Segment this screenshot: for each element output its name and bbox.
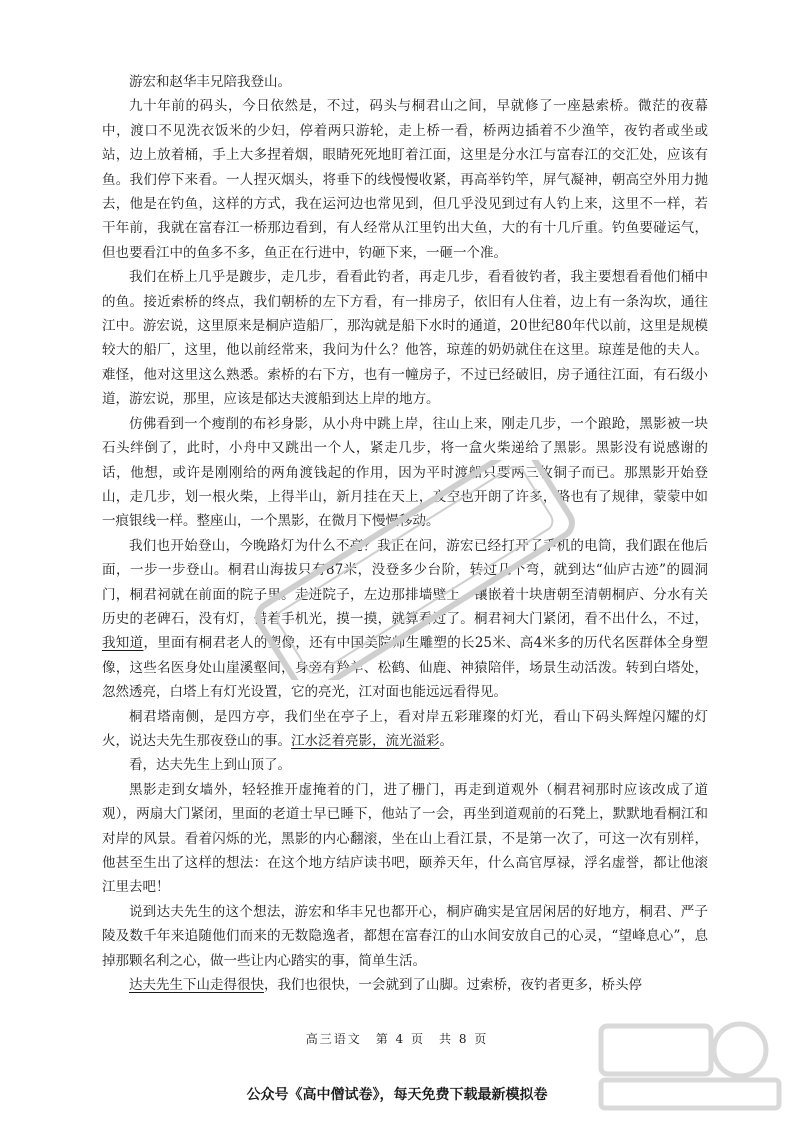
article-paragraph [102,900,708,973]
promo-banner: 公众号《高中僧试卷》，每天免费下载最新模拟卷 [246,1087,548,1103]
text-segment: 。 [439,732,453,749]
article-paragraph [102,705,708,754]
text-segment: 仿佛看到一个瘦削的布衫身影，从小舟中跳上岸，往山上来，刚走几步，一个踉跄，黑影被一块石头绊倒了，此时，小舟中又跳出一个人，紧走几步，将一盒火柴递给了黑影。黑影没有说感谢的话，他想，或许是刚刚给的两角渡钱起的作用，因为平时渡船只要两三枚铜子而已。那黑影开始登山，走几步，划一根火柴，上得半山，新月挂在天上，夜空也开朗了许多，路也有了规律，蒙蒙中如一痕银线一样。整座山，一个黑影，在微月下慢慢移动。 [102,415,708,530]
text-segment: 黑影走到女墙外，轻轻推开虚掩着的门，进了栅门，再走到道观外（桐君祠那时应该改成了道观），两扇大门紧闭，里面的老道士早已睡下，他站了一会，再坐到道观前的石凳上，默默地看桐江和对岸的风景。看着闪烁的光，黑影的内心翻滚，坐在山上看江景，不是第一次了，可这一次有别样，他甚至生出了这样的想法：在这个地方结庐读书吧，颐养天年，什么高官厚禄，浮名虚誉，都让他滚江里去吧！ [102,781,708,896]
text-segment: ，里面有桐君老人的塑像，还有中国美院师生雕塑的长25米、高4米多的历代名医群体全身塑像，这些名医身处山崖溪壑间，身旁有羚羊、松鹤、仙鹿、神猿陪伴，场景生动活泼。转到白塔处，忽然透亮，白塔上有灯光设置，它的亮光，江对面也能远远看得见。 [102,635,709,701]
text-segment: 九十年前的码头，今日依然是，不过，码头与桐君山之间，早就修了一座悬索桥。微茫的夜幕中，渡口不见洗衣饭米的少妇，停着两只游轮，走上桥一看，桥两边插着不少渔竿，夜钓者或坐或站，边上放着桶，手上大多捏着烟，眼睛死死地盯着江面，这里是分水江与富春江的交汇处，应该有鱼。我们停下来看。一人捏灭烟头，将垂下的线慢慢收紧，再高举钓竿，屏气凝神，朝高空外用力抛去，他是在钓鱼，这样的方式，我在运河边也常见到，但几乎没见到过有人钓上来，这里不一样，若干年前，我就在富春江一桥那边看到，有人经常从江里钓出大鱼，大的有十几斤重。钓鱼要碰运气，但也要看江中的鱼多不多，鱼正在行进中，钓砸下来，一砸一个准。 [102,98,708,261]
text-segment: ，我们也很快，一会就到了山脚。过索桥，夜钓者更多，桥头停 [264,977,642,994]
text-segment: 看，达夫先生上到山顶了。 [129,757,291,774]
article-paragraph [102,94,708,265]
article-paragraph [102,973,708,997]
text-segment: 我们在桥上几乎是踱步，走几步，看看此钓者，再走几步，看看彼钓者，我主要想看看他们桶中的鱼。接近索桥的终点，我们朝桥的左下方看，有一排房子，依旧有人住着，边上有一条沟坎，通往江中。游宏说，这里原来是桐庐造船厂，那沟就是船下水时的通道，20世纪80年代以前，这里是规模较大的船厂，这里，他以前经常来，我问为什么？他答，琼莲的奶奶就住在这里。琼莲是他的夫人。难怪，他对这里这么熟悉。索桥的右下方，也有一幢房子，不过已经破旧，房子通往江面，有石级小道，游宏说，那里，应该是郁达夫渡船到达上岸的地方。 [102,269,708,408]
article-body [102,70,708,997]
article-paragraph [102,778,708,900]
text-segment: 桐君塔南侧，是四方亭，我们坐在亭子上，看对岸五彩璀璨的灯光，看山下码头辉煌闪耀的灯火，说达夫先生那夜登山的事。 [102,708,708,749]
article-paragraph [102,534,708,705]
text-segment: 我们也开始登山，今晚路灯为什么不亮？我正在问，游宏已经打开了手机的电筒，我们跟在他后面，一步一步登山。桐君山海拔只有87米，没登多少台阶，转过几个弯，就到达“仙庐古迹”的圆洞门，桐君祠就在前面的院子里。走进院子，左边那排墙壁上，镶嵌着十块唐朝至清朝桐庐、分水有关历史的老碑石，没有灯，借着手机光，摸一摸，就算看过了。桐君祠大门紧闭，看不出什么，不过， [102,537,708,627]
article-paragraph [102,265,708,411]
underlined-phrase: 我知道 [102,635,144,652]
underlined-phrase: 江水泛着亮影，流光溢彩 [291,732,440,749]
article-paragraph [102,753,708,777]
underlined-phrase: 达夫先生下山走得很快 [129,977,264,994]
text-segment: 游宏和赵华丰兄陪我登山。 [129,74,291,90]
article-paragraph [102,412,708,534]
article-paragraph [102,70,708,94]
text-segment: 说到达夫先生的这个想法，游宏和华丰兄也都开心，桐庐确实是宜居闲居的好地方，桐君、严子陵及数千年来追随他们而来的无数隐逸者，都想在富春江的山水间安放自己的心灵，“望峰息心”，息掉那颗名利之心，做一些让内心踏实的事，简单生活。 [102,903,708,969]
page-footer: 高三语文 第 4 页 共 8 页 [305,1032,489,1046]
